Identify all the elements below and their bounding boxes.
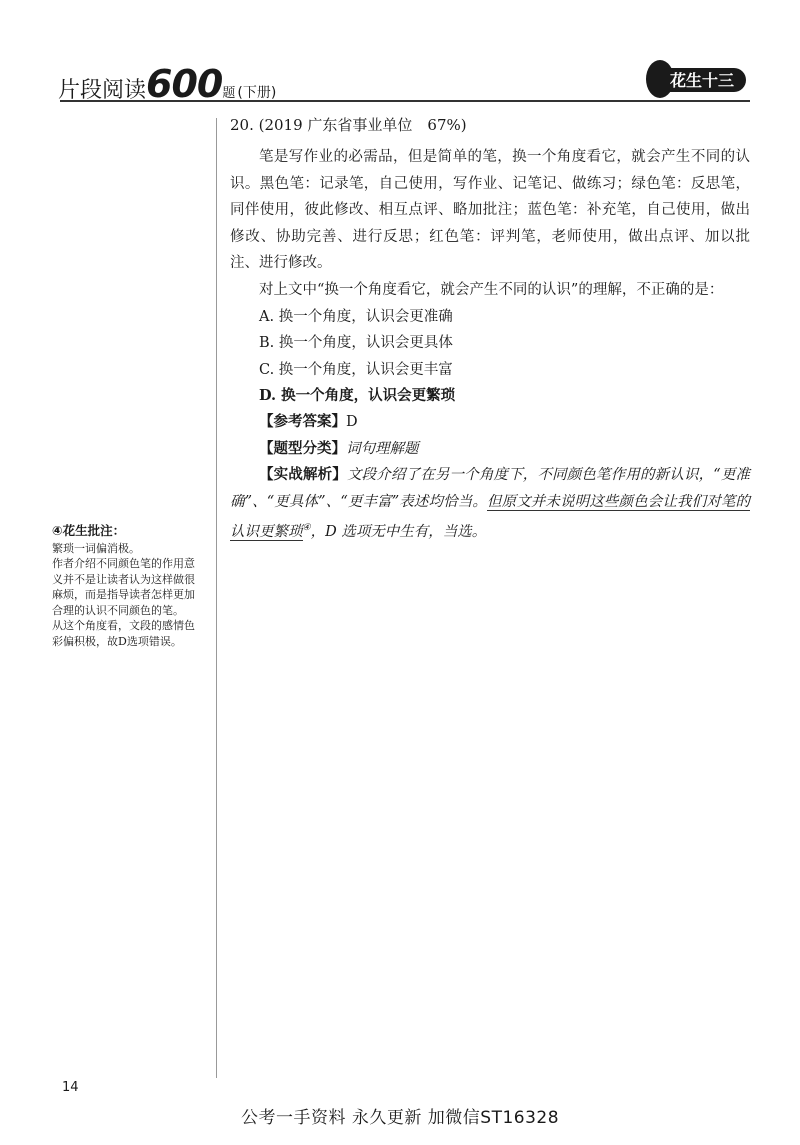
- peanut-logo: [640, 58, 750, 100]
- footnote-marker: ④: [302, 523, 311, 534]
- column-divider: [216, 118, 217, 1078]
- option-b: B. 换一个角度，认识会更具体: [259, 335, 453, 352]
- category-value: 词句理解题: [346, 440, 419, 457]
- option-a: A. 换一个角度，认识会更准确: [259, 308, 453, 325]
- note-line-3: 从这个角度看，文段的感情色彩偏积极，故D选项错误。: [52, 619, 195, 648]
- title-number: 600: [146, 62, 223, 106]
- question-prompt: 对上文中“换一个角度看它，就会产生不同的认识”的理解，不正确的是：: [259, 282, 724, 299]
- answer-value: D: [346, 414, 358, 431]
- analysis-text-after: ，D 选项无中生有，当选。: [310, 523, 487, 540]
- category-line: [230, 436, 750, 462]
- volume-label: (下册): [237, 85, 277, 101]
- logo-text: 花生十三: [669, 71, 735, 90]
- note-line-1: 繁琐一词偏消极。: [52, 541, 140, 555]
- question-heading: 20. (2019 广东省事业单位 67%): [230, 116, 467, 134]
- header-rule: [60, 100, 750, 102]
- peanut-note: [52, 523, 202, 649]
- category-label: 【题型分类】: [259, 439, 346, 457]
- option-d: D. 换一个角度，认识会更繁琐: [259, 387, 456, 405]
- analysis-underlined: 但原文并未说明这些颜色会让我们对笔的认识更繁琐: [230, 493, 750, 540]
- question-block: [230, 112, 750, 545]
- footer-text: 公考一手资料 永久更新 加微信ST16328: [240, 1108, 560, 1128]
- analysis-label: 【实战解析】: [259, 466, 347, 484]
- analysis-text-before: 文段介绍了在另一个角度下，不同颜色笔作用的新认识，“更准确”、“更具体”、“更丰富”表述均恰当。: [230, 467, 751, 510]
- note-line-2: 作者介绍不同颜色笔的作用意义并不是让读者认为这样做很麻烦，而是指导读者怎样更加合理的认识不同颜色的笔。: [52, 557, 195, 617]
- answer-line: [230, 409, 750, 435]
- analysis-paragraph: [230, 462, 750, 545]
- note-title: ④花生批注：: [52, 523, 126, 538]
- question-passage: 笔是写作业的必需品，但是简单的笔，换一个角度看它，就会产生不同的认识。黑色笔：记录笔，自己使用，写作业、记笔记、做练习；绿色笔：反思笔，同伴使用，彼此修改、相互点评、略加批注；蓝色笔：补充笔，自己使用，做出修改、协助完善、进行反思；红色笔：评判笔，老师使用，做出点评、加以批注、进行修改。: [230, 149, 750, 272]
- title-prefix: 片段阅读: [58, 78, 147, 103]
- answer-label: 【参考答案】: [259, 413, 346, 431]
- option-c: C. 换一个角度，认识会更丰富: [259, 361, 453, 378]
- page-number: 14: [62, 1080, 79, 1095]
- title-suffix: 题: [222, 86, 236, 101]
